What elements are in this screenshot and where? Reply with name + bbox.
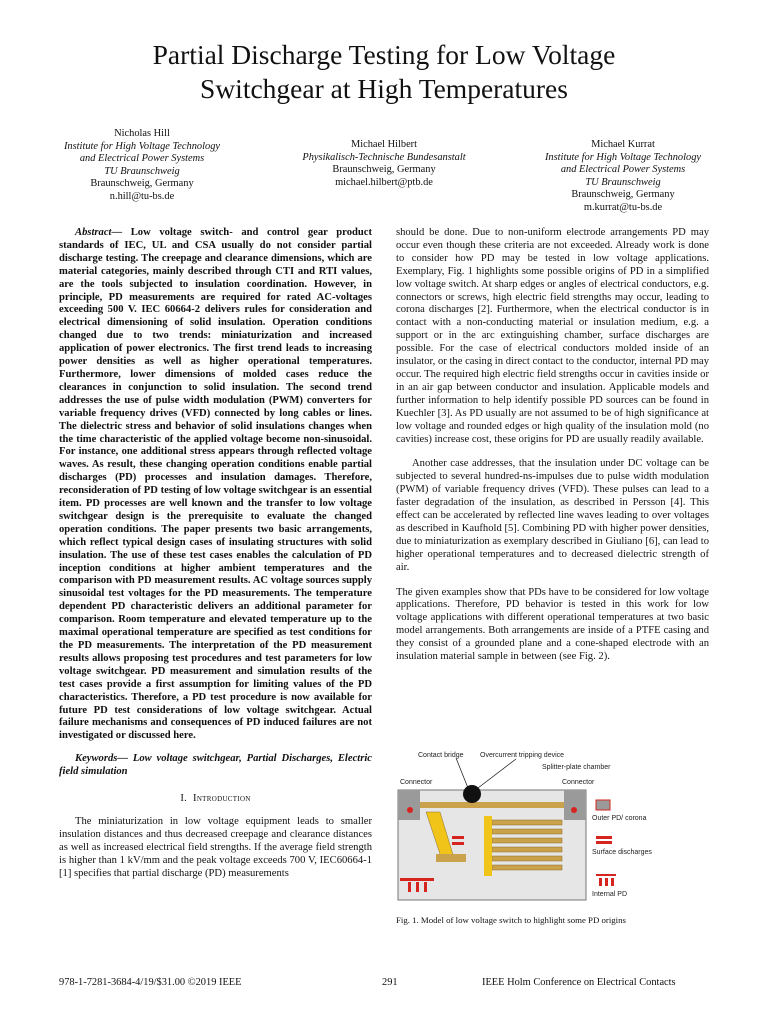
author-affiliation: Institute for High Voltage Technology xyxy=(63,140,221,152)
abstract-text: Low voltage switch- and control gear product standards of IEC, UL and CSA usually do not consider partial discharge testing. The creepage and clearance dimensions, which are material categories, mainly described through CTI and RTI values, are the tools subjected to insulation coordination. However, in principle, PD measurements are required for rated AC-voltages exceeding 500 V. IEC 60664-2 delivers rules for consideration and electrical dimensioning of solid insulation. Operation conditions changed due to two trends: miniaturization and increased application of power electronics. The first trend leads to increasing power densities as well as higher operational temperatures. Furthermore, lower dimensions of molded cases reduce the clearances in conjunction to solid insulation. The second trend addresses the use of pulse width modulation (PWM) converters for variable frequency drives (VFD) connected by long cables or lines. The dielectric stress and behavior of solid insulations changes when the time characteristic of the applied voltage become non-sinusoidal. For instance, one additional stress appears through reflected voltage waves. As result, these changing operation conditions enable partial discharges (PD) processes and insulation damages. Therefore, reconsideration of PD testing of low voltage switchgear is an essential item. PD processes are well known and the transfer to low voltage switchgear design is the prerequisite to evaluate the changed operation conditions. The paper presents two basic arrangements, which reflect typical design cases of insulating structures with solid insulation. The use of these test cases enables the calculation of PD inception conditions at higher ambient temperatures and the comparison with PD measurement results. AC voltage sources supply sinusoidal test voltages for the PD measurements. The temperature dependent PD characteristic delivers an additional parameter for comparison. Room temperature and elevated temperature up to the maximal operational temperature are specified as test conditions for the PD measurements. The interpretation of the PD measurement results allows proposing test procedures and test parameters for low voltage switchgear. PD measurement and simulation results of the test cases provide a first assumption for limiting values of the PD characteristics. Therefore, a PD test procedure is now available for future PD test considerations of low voltage switchgear. Actual failure mechanisms and consequences of PD induced failures are not investigated or discussed here. xyxy=(59,227,372,742)
author-city: Braunschweig, Germany xyxy=(90,178,194,190)
legend-surface: Surface discharges xyxy=(592,849,652,856)
author-affiliation: TU Braunschweig xyxy=(585,176,661,188)
figure-switch-model xyxy=(396,750,686,902)
label-contact-bridge: Contact bridge xyxy=(418,752,464,759)
intro-paragraph: The miniaturization in low voltage equipment leads to smaller insulation distances and thus decreased creepage and clearance distances as well as increased electrical field strengths. If the average field strength is higher than 1 kV/mm and the peak voltage exceeds 700 V, IEC60664-1 [1] specifies that partial discharge (PD) measurements xyxy=(59,815,372,879)
connector-right xyxy=(564,790,586,820)
author-email[interactable]: m.kurrat@tu-bs.de xyxy=(583,201,663,213)
label-connector-left: Connector xyxy=(400,779,433,786)
label-connector-right: Connector xyxy=(562,779,595,786)
legend-swatch-internal xyxy=(596,874,616,876)
keywords-label: Keywords xyxy=(75,753,118,765)
author-block-1 xyxy=(46,128,238,204)
author-email[interactable]: michael.hilbert@ptb.de xyxy=(335,176,433,188)
author-block-2 xyxy=(286,139,482,189)
right-column xyxy=(396,227,709,664)
body-paragraph: Another case addresses, that the insulation under DC voltage can be subjected to several hundred-ns-impulses due to pulse width modulation (PWM) of variable frequency drives (VFD). These pulses can lead to a faster degradation of the insulation, as described in Persson [4]. This effect can be accelerated by reflected line waves leading to over voltages as described in Kaufhold [5]. Combining PD with higher power densities, due to miniaturization as exemplary described in Giuliano [6], can lead to higher operational temperatures and to decreased dielectric strength of air. xyxy=(396,458,709,573)
author-affiliation: TU Braunschweig xyxy=(104,165,180,177)
author-city: Braunschweig, Germany xyxy=(571,189,675,201)
author-affiliation: Physikalisch-Technische Bundesanstalt xyxy=(302,151,466,163)
section-heading xyxy=(59,793,372,806)
page-number: 291 xyxy=(382,977,398,988)
legend-outer-pd: Outer PD/ corona xyxy=(592,815,647,822)
title-line-2: Switchgear at High Temperatures xyxy=(200,73,568,104)
author-affiliation: Institute for High Voltage Technology xyxy=(544,151,702,163)
author-city: Braunschweig, Germany xyxy=(332,164,436,176)
legend-swatch-outer xyxy=(596,800,610,810)
fixed-contact xyxy=(436,854,466,862)
author-block-3 xyxy=(526,139,720,215)
legend-internal: Internal PD xyxy=(592,891,628,898)
figure-legend xyxy=(592,800,652,898)
keywords-text: Low voltage switchgear, Partial Discharges, Electric field simulation xyxy=(59,753,372,778)
figure-caption: Fig. 1. Model of low voltage switch to highlight some PD origins xyxy=(396,915,626,925)
body-paragraph: should be done. Due to non-uniform electrode arrangements PD may occur even though these criteria are not exceeded. Already work is done to consider how PD may be tested in low voltage applications. Exemplary, Fig. 1 highlights some possible origins of PD in a simplified low voltage switch. At sharp edges or angles of electrical conductors, e.g. connectors or screws, high electric field strengths may occur, leading to corona discharges [2]. Furthermore, when the electrical conductor is in contact with a non-conducting material or insulation medium, e.g. a support or in the arc extinguishing chamber, surface discharges are possible. For the case of electrical conductors molded inside of an insulator, or the casing in direct contact to the conductor, internal PD may occur. The required high electric field strengths occur in cavities inside or in an air gap between conductor and insulation. Applicable models and further information to help identify possible PD sources can be found in Kuechler [3]. As PD usually are not assumed to be of high significance at low voltage and rounded edges or high quality of the insulation mold (no cavities) increase cost, these origins for PD are usually readily available. xyxy=(396,227,709,445)
section-title: Introduction xyxy=(193,793,251,805)
legend-swatch-surface xyxy=(596,836,612,839)
busbar xyxy=(420,802,564,808)
chamber-wall xyxy=(484,816,492,876)
connector-left xyxy=(398,790,420,820)
label-overcurrent: Overcurrent tripping device xyxy=(480,752,565,759)
label-splitter: Splitter-plate chamber xyxy=(542,764,611,771)
author-name: Michael Kurrat xyxy=(591,139,655,150)
left-column xyxy=(59,227,372,881)
author-email[interactable]: n.hill@tu-bs.de xyxy=(109,190,175,202)
footer-isbn: 978-1-7281-3684-4/19/$31.00 ©2019 IEEE xyxy=(59,977,242,988)
author-affiliation: and Electrical Power Systems xyxy=(560,164,686,176)
author-affiliation: and Electrical Power Systems xyxy=(79,153,205,165)
footer-conference: IEEE Holm Conference on Electrical Contacts xyxy=(482,977,676,988)
author-name: Nicholas Hill xyxy=(114,128,170,139)
title-line-1: Partial Discharge Testing for Low Voltage xyxy=(152,39,616,70)
section-number: I. xyxy=(180,793,188,805)
author-name: Michael Hilbert xyxy=(350,139,418,150)
paper-title xyxy=(40,38,728,106)
abstract: Abstract— Low voltage switch- and control gear product standards of IEC, UL and CSA usually do not consider partial discharge testing. The creepage and clearance dimensions, which are material categories, mainly described through CTI and RTI values, are the tools subjected to insulation coordination. However, in principle, PD measurements are required for rated AC-voltages exceeding 500 V. IEC 60664-2 delivers rules for consideration and electrical dimensioning of solid insulation. Operation conditions changed due to two trends: miniaturization and increased application of power electronics. The first trend leads to increasing power densities as well as higher operational temperatures. Furthermore, lower dimensions of molded cases reduce the clearances in conjunction to solid insulation. The second trend addresses the use of pulse width modulation (PWM) converters for variable frequency drives (VFD) connected by long cables or lines. The dielectric stress and behavior of solid insulations changes when the time characteristic of the applied voltage become non-sinusoidal. For instance, one additional stress appears through reflected voltage waves. As result, these changing operation conditions enable partial discharges (PD) processes and insulation damages. Therefore, reconsideration of PD testing of low voltage switchgear is an essential item. PD processes are well known and the transfer to low voltage switchgear design is the prerequisite to evaluate the changed operation conditions. The paper presents two basic arrangements, which reflect typical design cases of insulating structures with solid insulation. The use of these test cases enables the calculation of PD inception conditions at higher ambient temperatures and the comparison with PD measurement results. AC voltage sources supply sinusoidal test voltages for the PD measurements. The temperature dependent PD characteristic delivers an additional parameter for comparison. Room temperature and elevated temperature up to the maximal operational temperature are specified as test conditions for the PD measurements. The interpretation of the PD measurement results allows proposing test procedures and test parameters for low voltage switchgear. PD measurement and simulation results of the test cases provide a first assumption for limiting values of the PD characteristics. Therefore, a PD test procedure is now available for future PD test considerations of low voltage switchgear. Actual failure mechanisms and consequences of PD induced failures are not investigated or discussed here. xyxy=(59,227,372,742)
abstract-label: Abstract xyxy=(75,227,112,238)
keywords: Keywords— Low voltage switchgear, Partial Discharges, Electric field simulation xyxy=(59,753,372,778)
body-paragraph: The given examples show that PDs have to be considered for low voltage applications. Therefore, PD behavior is tested in this work for low voltage applications with different operational temperatures at two basic model arrangements. Both arrangements are inside of a PTFE casing and they consist of a grounded plane and a cone-shaped electrode with an insulation material sample in between (see Fig. 2). xyxy=(396,586,709,663)
